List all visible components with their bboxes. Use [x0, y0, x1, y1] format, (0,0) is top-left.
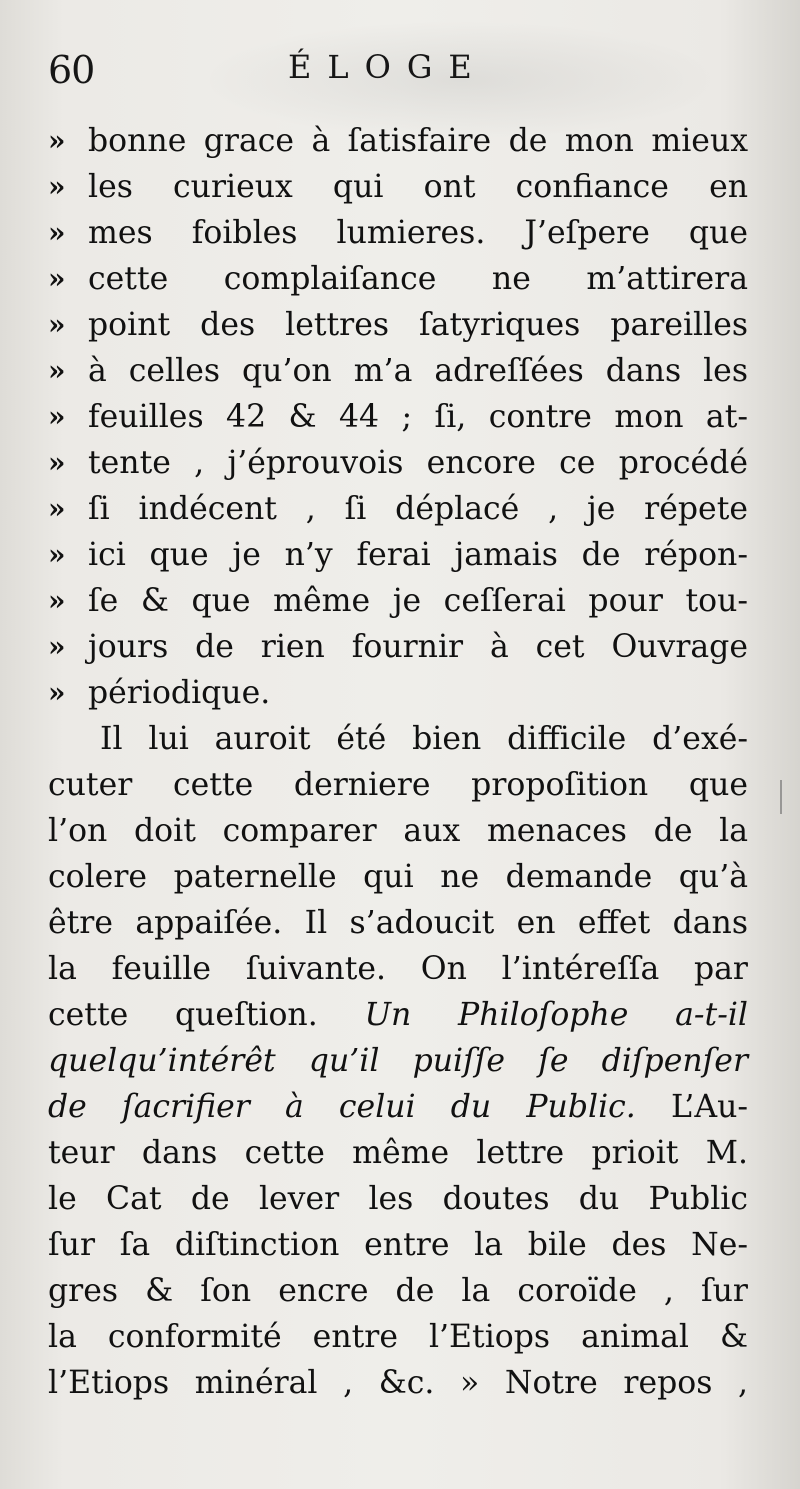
- margin-mark: [780, 780, 782, 814]
- line-text: [48, 1084, 748, 1130]
- text-line: [48, 532, 748, 578]
- text-line: [48, 1222, 748, 1268]
- quote-mark: »: [48, 400, 66, 433]
- text-line: [48, 1130, 748, 1176]
- line-text: [88, 486, 748, 532]
- text-line: [48, 762, 748, 808]
- page-header: [48, 42, 748, 102]
- line-plain-text: mes foibles lumieres. J’eſpere que: [88, 215, 748, 251]
- text-line: [48, 486, 748, 532]
- quote-mark: »: [48, 446, 66, 479]
- line-text: [48, 1314, 748, 1360]
- quote-mark: »: [48, 584, 66, 617]
- quote-mark: »: [48, 124, 66, 157]
- line-text: [48, 946, 748, 992]
- text-line: [48, 578, 748, 624]
- line-plain-text: feuilles 42 & 44 ; ſi, contre mon at-: [88, 399, 748, 435]
- line-plain-text: ici que je n’y ferai jamais de répon-: [88, 537, 748, 573]
- text-line: [48, 440, 748, 486]
- line-text: [48, 1360, 748, 1406]
- text-line: [48, 1360, 748, 1406]
- line-plain-text: le Cat de lever les doutes du Public: [48, 1181, 748, 1217]
- text-line: [48, 808, 748, 854]
- line-text: [48, 1222, 748, 1268]
- line-text: [88, 578, 748, 624]
- line-plain-text: Il lui auroit été bien difficile d’exé-: [100, 721, 748, 757]
- line-plain-text: colere paternelle qui ne demande qu’à: [48, 859, 748, 895]
- quote-mark: »: [48, 170, 66, 203]
- line-text: [88, 164, 748, 210]
- line-text: [88, 394, 748, 440]
- text-line: [48, 1038, 748, 1084]
- line-plain-text: point des lettres ſatyriques pareilles: [88, 307, 748, 343]
- text-line: [48, 992, 748, 1038]
- line-text: [48, 1130, 748, 1176]
- line-text: [48, 762, 748, 808]
- line-text: [100, 716, 748, 762]
- quote-mark: »: [48, 492, 66, 525]
- text-line: [48, 256, 748, 302]
- line-text: [48, 1038, 748, 1084]
- line-plain-text: bonne grace à ſatisfaire de mon mieux: [88, 123, 748, 159]
- line-text: [88, 210, 748, 256]
- quote-mark: »: [48, 538, 66, 571]
- line-plain-text: cuter cette derniere propoſition que: [48, 767, 748, 803]
- text-line: [48, 210, 748, 256]
- line-plain-text: jours de rien fournir à cet Ouvrage: [88, 629, 748, 665]
- line-plain-text: tente , j’éprouvois encore ce procédé: [88, 445, 748, 481]
- line-text: [88, 302, 748, 348]
- line-text: [48, 1176, 748, 1222]
- text-line: [48, 394, 748, 440]
- text-line: [48, 1176, 748, 1222]
- quote-mark: »: [48, 262, 66, 295]
- body-text: [48, 118, 748, 1406]
- text-line: [48, 164, 748, 210]
- line-plain-text: teur dans cette même lettre prioit M.: [48, 1135, 748, 1171]
- line-plain-text: les curieux qui ont confiance en: [88, 169, 748, 205]
- text-line: [48, 670, 748, 716]
- text-line: [48, 716, 748, 762]
- line-italic-text: de ſacrifier à celui du Public.: [48, 1089, 636, 1125]
- quote-mark: »: [48, 354, 66, 387]
- line-plain-text: la feuille ſuivante. On l’intéreſſa par: [48, 951, 748, 987]
- quote-mark: »: [48, 630, 66, 663]
- text-line: [48, 854, 748, 900]
- line-plain-text: gres & ſon encre de la coroïde , ſur: [48, 1273, 748, 1309]
- line-text: [88, 256, 748, 302]
- line-text: [48, 808, 748, 854]
- text-line: [48, 118, 748, 164]
- line-plain-text: l’Etiops minéral , &c. » Notre repos ,: [48, 1365, 748, 1401]
- text-line: [48, 624, 748, 670]
- text-line: [48, 946, 748, 992]
- line-plain-text: ſe & que même je ceſſerai pour tou-: [88, 583, 748, 619]
- text-line: [48, 900, 748, 946]
- running-title: ÉLOGE: [288, 48, 488, 86]
- line-text: [48, 900, 748, 946]
- line-italic-text: Un Philoſophe a-t-il: [364, 997, 748, 1033]
- line-text: [88, 440, 748, 486]
- line-plain-text: ſur ſa diſtinction entre la bile des Ne-: [48, 1227, 748, 1263]
- line-text: [48, 1268, 748, 1314]
- text-line: [48, 302, 748, 348]
- line-plain-text: ſi indécent , ſi déplacé , je répete: [88, 491, 748, 527]
- text-line: [48, 1314, 748, 1360]
- text-line: [48, 1084, 748, 1130]
- quote-mark: »: [48, 216, 66, 249]
- line-text: [88, 118, 748, 164]
- page-number: 60: [48, 48, 95, 92]
- line-text: [88, 670, 748, 716]
- line-plain-text: être appaiſée. Il s’adoucit en effet dans: [48, 905, 748, 941]
- line-plain-text: l’on doit comparer aux menaces de la: [48, 813, 748, 849]
- quote-mark: »: [48, 308, 66, 341]
- line-text: [88, 532, 748, 578]
- line-text: [88, 624, 748, 670]
- text-line: [48, 1268, 748, 1314]
- line-plain-text: périodique.: [88, 675, 271, 711]
- line-text: [48, 992, 748, 1038]
- line-plain-text: cette complaiſance ne m’attirera: [88, 261, 748, 297]
- line-text: [48, 854, 748, 900]
- line-plain-tail: L’Au-: [670, 1089, 748, 1125]
- line-plain-text: cette queſtion.: [48, 997, 318, 1033]
- text-line: [48, 348, 748, 394]
- line-italic-text: quelqu’intérêt qu’il puiſſe ſe diſpenſer: [48, 1043, 748, 1079]
- line-plain-text: à celles qu’on m’a adreſſées dans les: [88, 353, 748, 389]
- line-plain-text: la conformité entre l’Etiops animal &: [48, 1319, 748, 1355]
- quote-mark: »: [48, 676, 66, 709]
- line-text: [88, 348, 748, 394]
